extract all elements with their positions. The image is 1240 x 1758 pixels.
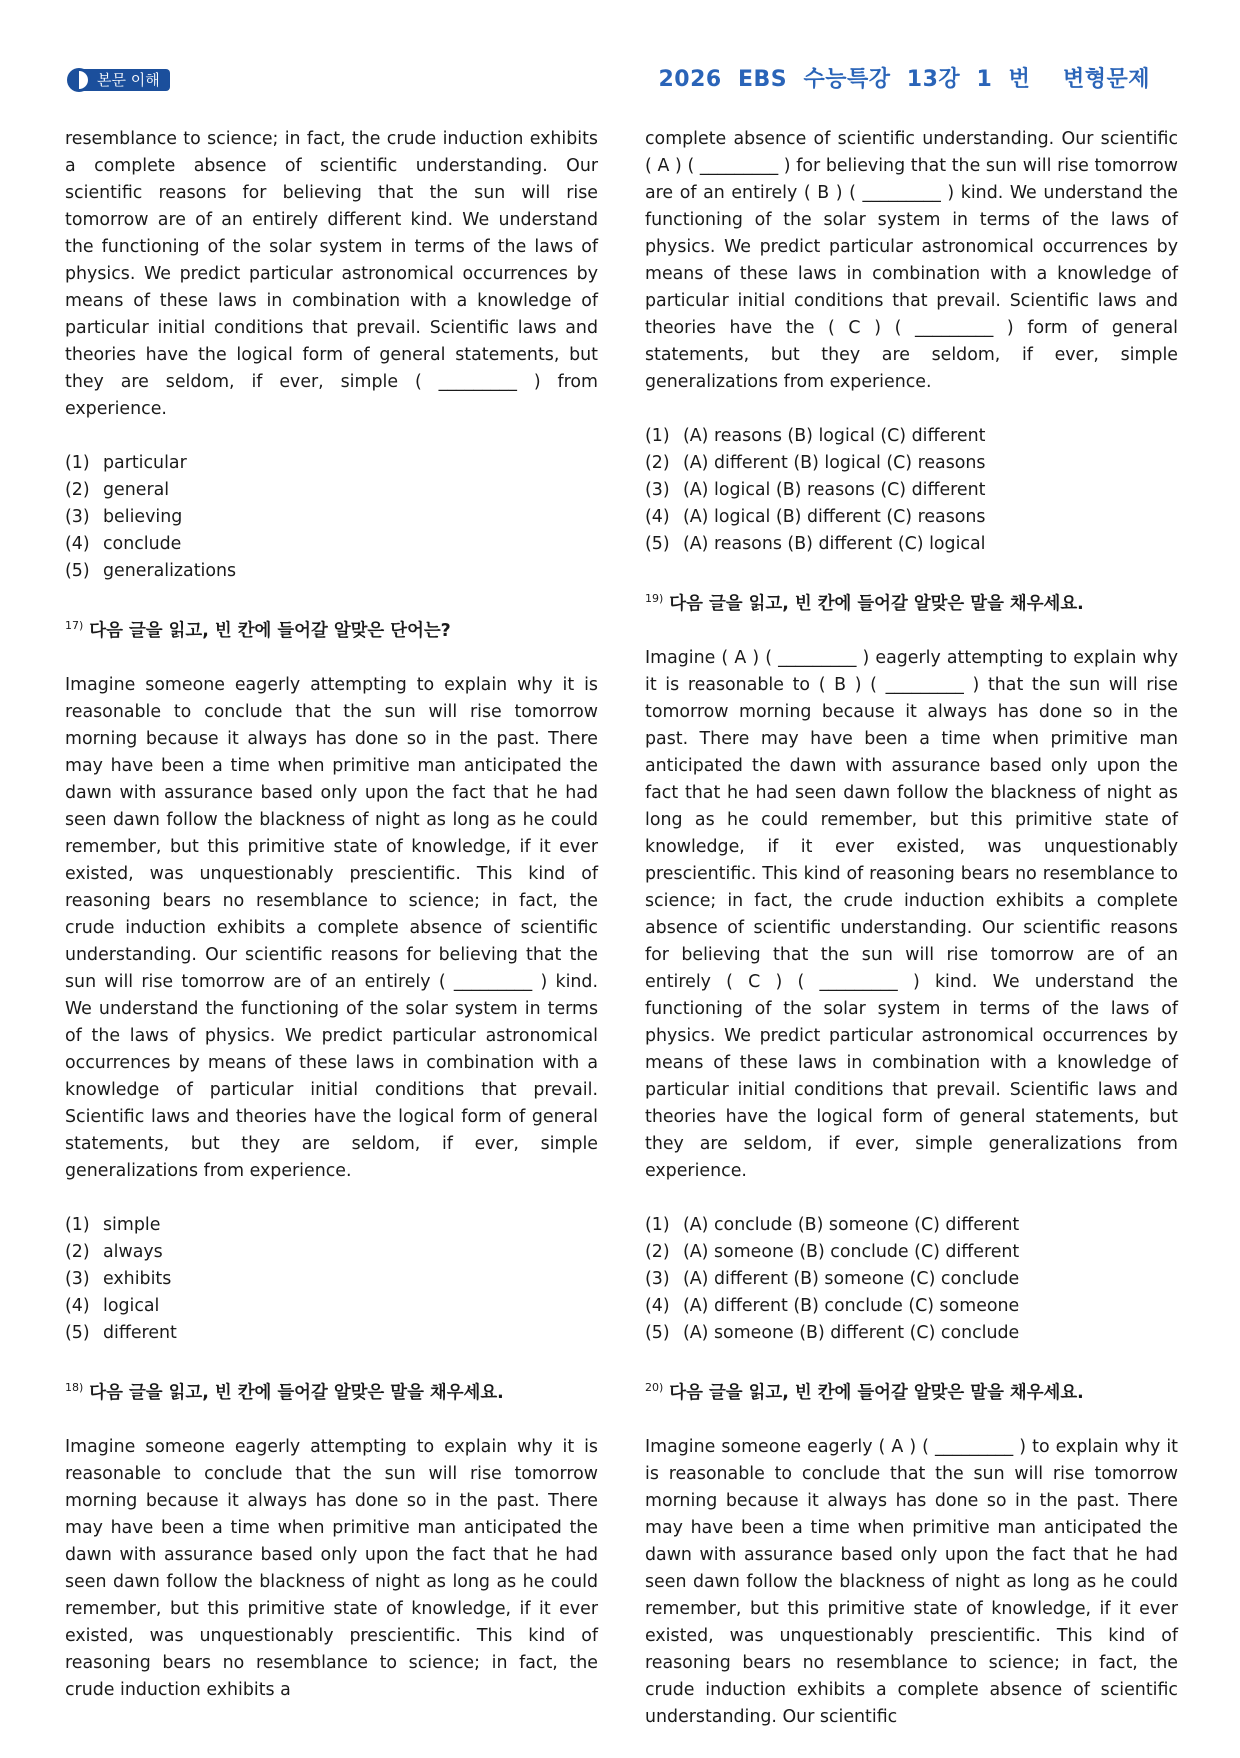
q20-passage: Imagine someone eagerly ( A ) ( _________ ) to explain why it is reasonable to conclude that the sun will rise tomorrow morning because it always has done so in the past. There may have been a time when primitive man anticipated the dawn with assurance based only upon the fact that he had seen dawn follow the blackness of night as long as he could remember, but this primitive state of knowledge, if it ever existed, was unquestionably prescientific. This kind of reasoning bears no resemblance to science; in fact, the crude induction exhibits a complete absence of scientific understanding. Our scientific bbox=[645, 1436, 1178, 1727]
q18-passage: Imagine someone eagerly attempting to explain why it is reasonable to conclude that the sun will rise tomorrow morning because it always has done so in the past. There may have been a time when primitive man anticipated the dawn with assurance based only upon the fact that he had seen dawn follow the blackness of night as long as he could remember, but this primitive state of knowledge, if it ever existed, was unquestionably prescientific. This kind of reasoning bears no resemblance to science; in fact, the crude induction exhibits a bbox=[65, 1436, 598, 1700]
option-text: believing bbox=[103, 507, 183, 527]
q19-passage: Imagine ( A ) ( _________ ) eagerly attempting to explain why it is reasonable to ( B ) ( _________ ) that the sun will rise tomorrow morning because it always has done so in the past. There may have been a time when primitive man anticipated the dawn with assurance based only upon the fact that he had seen dawn follow the blackness of night as long as he could remember, but this primitive state of knowledge, if it ever existed, was unquestionably prescientific. This kind of reasoning bears no resemblance to science; in fact, the crude induction exhibits a complete absence of scientific understanding. Our scientific reasons for believing that the sun will rise tomorrow are of an entirely ( C ) ( _________ ) kind. We understand the functioning of the solar system in terms of the laws of physics. We predict particular astronomical occurrences by means of these laws in combination with a knowledge of particular initial conditions that prevail. Scientific laws and theories have the logical form of general statements, but they are seldom, if ever, simple generalizations from experience. bbox=[645, 647, 1178, 1181]
option-text: particular bbox=[103, 453, 187, 473]
option-text: (A) someone (B) conclude (C) different bbox=[683, 1241, 1020, 1262]
q16-passage-tail: resemblance to science; in fact, the crude induction exhibits a complete absence of scientific understanding. Our scientific reasons for believing that the sun will rise tomorrow are of an entirely different kind. We understand the functioning of the solar system in terms of the laws of physics. We predict particular astronomical occurrences by means of these laws in combination with a knowledge of particular initial conditions that prevail. Scientific laws and theories have the logical form of general statements, but they are seldom, if ever, simple ( _________ ) from experience. bbox=[65, 129, 598, 419]
question-prompt: 다음 글을 읽고, 빈 칸에 들어갈 알맞은 말을 채우세요. bbox=[669, 1382, 1084, 1403]
q16-options bbox=[65, 450, 598, 585]
option-text: generalizations bbox=[103, 561, 237, 581]
question-number: 19) bbox=[645, 592, 664, 605]
option-number: (5) bbox=[645, 1322, 670, 1343]
option-number: (3) bbox=[65, 507, 90, 527]
option-item[interactable] bbox=[65, 1266, 598, 1293]
option-number: (1) bbox=[65, 1214, 90, 1235]
option-item[interactable] bbox=[645, 1320, 1178, 1347]
option-text: (A) different (B) logical (C) reasons bbox=[683, 453, 986, 473]
badge-label: 본문 이해 bbox=[83, 69, 170, 91]
option-item[interactable] bbox=[645, 1266, 1178, 1293]
option-text: (A) different (B) conclude (C) someone bbox=[683, 1295, 1020, 1316]
question-number: 18) bbox=[65, 1380, 84, 1394]
page-header bbox=[0, 0, 1240, 110]
option-text: logical bbox=[103, 1295, 160, 1316]
option-text: (A) logical (B) reasons (C) different bbox=[683, 480, 986, 500]
question-prompt: 다음 글을 읽고, 빈 칸에 들어갈 알맞은 단어는? bbox=[89, 620, 451, 641]
left-column bbox=[65, 126, 598, 1731]
q18-options bbox=[645, 423, 1178, 558]
option-text: (A) logical (B) different (C) reasons bbox=[683, 507, 986, 527]
option-number: (5) bbox=[65, 561, 90, 581]
option-item[interactable] bbox=[645, 1212, 1178, 1239]
option-number: (5) bbox=[645, 534, 670, 554]
option-text: exhibits bbox=[103, 1268, 172, 1289]
option-number: (1) bbox=[645, 426, 670, 446]
q19-options bbox=[645, 1212, 1178, 1347]
option-item[interactable] bbox=[645, 1239, 1178, 1266]
option-item[interactable] bbox=[65, 477, 598, 504]
q18-heading bbox=[65, 1374, 598, 1407]
option-number: (4) bbox=[645, 1295, 670, 1316]
q17-options bbox=[65, 1212, 598, 1347]
option-item[interactable] bbox=[65, 1239, 598, 1266]
option-item[interactable] bbox=[65, 558, 598, 585]
option-number: (3) bbox=[645, 1268, 670, 1289]
question-number: 17) bbox=[65, 619, 84, 632]
option-item[interactable] bbox=[65, 1320, 598, 1347]
q17-heading bbox=[65, 612, 598, 645]
option-text: (A) someone (B) different (C) conclude bbox=[683, 1322, 1020, 1343]
option-item[interactable] bbox=[645, 477, 1178, 504]
option-text: different bbox=[103, 1322, 177, 1343]
option-item[interactable] bbox=[645, 450, 1178, 477]
option-number: (4) bbox=[645, 507, 670, 527]
option-number: (4) bbox=[65, 534, 90, 554]
option-number: (2) bbox=[65, 1241, 90, 1262]
option-text: (A) reasons (B) logical (C) different bbox=[683, 426, 986, 446]
question-prompt: 다음 글을 읽고, 빈 칸에 들어갈 알맞은 말을 채우세요. bbox=[669, 593, 1084, 614]
option-item[interactable] bbox=[645, 423, 1178, 450]
option-item[interactable] bbox=[65, 504, 598, 531]
option-item[interactable] bbox=[645, 1293, 1178, 1320]
option-text: (A) conclude (B) someone (C) different bbox=[683, 1214, 1020, 1235]
option-item[interactable] bbox=[65, 1212, 598, 1239]
option-text: (A) different (B) someone (C) conclude bbox=[683, 1268, 1020, 1289]
option-text: always bbox=[103, 1241, 163, 1262]
question-prompt: 다음 글을 읽고, 빈 칸에 들어갈 알맞은 말을 채우세요. bbox=[89, 1382, 504, 1403]
right-column bbox=[645, 126, 1178, 1758]
option-number: (2) bbox=[645, 1241, 670, 1262]
option-item[interactable] bbox=[645, 504, 1178, 531]
option-number: (4) bbox=[65, 1295, 90, 1316]
q20-heading bbox=[645, 1374, 1178, 1407]
q19-heading bbox=[645, 585, 1178, 618]
option-number: (1) bbox=[65, 453, 90, 473]
option-number: (1) bbox=[645, 1214, 670, 1235]
option-item[interactable] bbox=[65, 531, 598, 558]
question-number: 20) bbox=[645, 1380, 664, 1394]
q17-passage: Imagine someone eagerly attempting to explain why it is reasonable to conclude that the sun will rise tomorrow morning because it always has done so in the past. There may have been a time when primitive man anticipated the dawn with assurance based only upon the fact that he had seen dawn follow the blackness of night as long as he could remember, but this primitive state of knowledge, if it ever existed, was unquestionably prescientific. This kind of reasoning bears no resemblance to science; in fact, the crude induction exhibits a complete absence of scientific understanding. Our scientific reasons for believing that the sun will rise tomorrow are of an entirely ( _________ ) kind. We understand the functioning of the solar system in terms of the laws of physics. We predict particular astronomical occurrences by means of these laws in combination with a knowledge of particular initial conditions that prevail. Scientific laws and theories have the logical form of general statements, but they are seldom, if ever, simple generalizations from experience. bbox=[65, 674, 598, 1181]
option-text: simple bbox=[103, 1214, 161, 1235]
option-text: (A) reasons (B) different (C) logical bbox=[683, 534, 986, 554]
option-item[interactable] bbox=[65, 450, 598, 477]
option-number: (3) bbox=[645, 480, 670, 500]
option-text: general bbox=[103, 480, 170, 500]
option-number: (5) bbox=[65, 1322, 90, 1343]
option-number: (3) bbox=[65, 1268, 90, 1289]
option-number: (2) bbox=[645, 453, 670, 473]
option-item[interactable] bbox=[65, 1293, 598, 1320]
section-badge bbox=[67, 68, 170, 92]
page-title: 2026 EBS 수능특강 13강 1 번 변형문제 bbox=[658, 67, 1150, 92]
badge-circle-icon bbox=[67, 68, 91, 92]
option-text: conclude bbox=[103, 534, 182, 554]
q18-passage-tail: complete absence of scientific understanding. Our scientific ( A ) ( _________ ) for believing that the sun will rise tomorrow are of an entirely ( B ) ( _________ ) kind. We understand the functioning of the solar system in terms of the laws of physics. We predict particular astronomical occurrences by means of these laws in combination with a knowledge of particular initial conditions that prevail. Scientific laws and theories have the ( C ) ( _________ ) form of general statements, but they are seldom, if ever, simple generalizations from experience. bbox=[645, 129, 1178, 392]
option-number: (2) bbox=[65, 480, 90, 500]
option-item[interactable] bbox=[645, 531, 1178, 558]
